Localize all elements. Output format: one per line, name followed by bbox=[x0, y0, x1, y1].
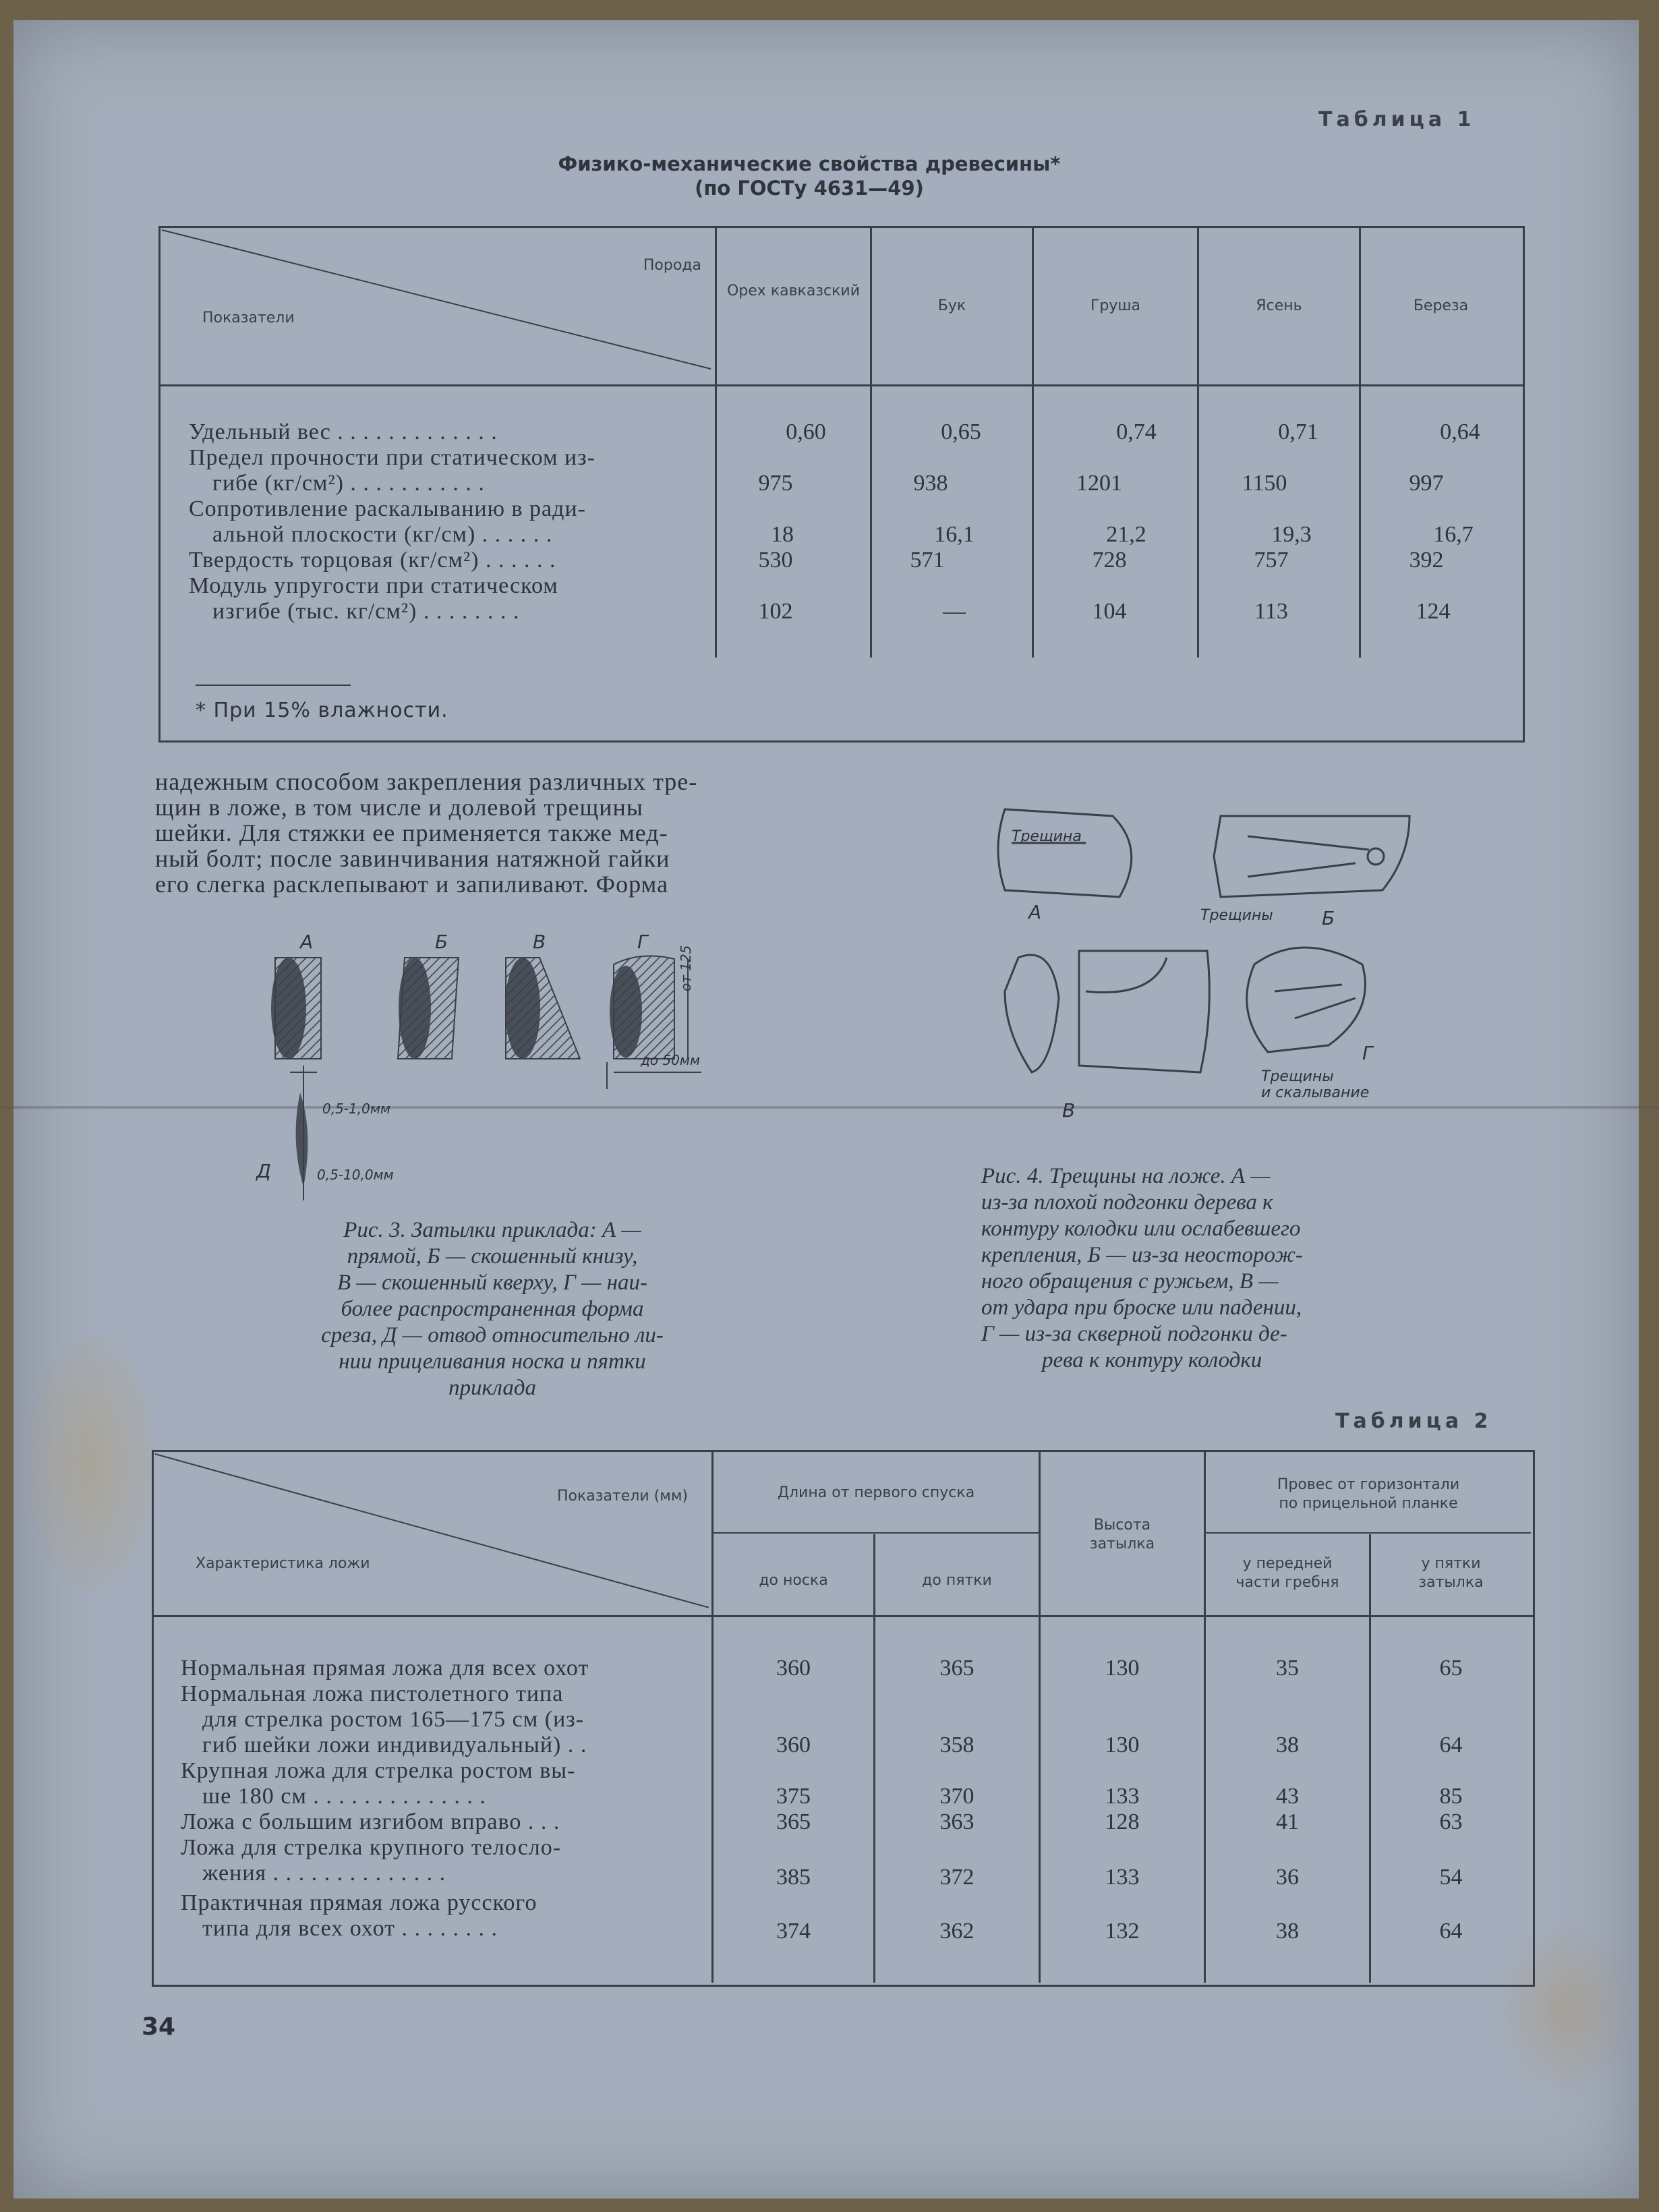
table2-header-rule bbox=[152, 1615, 1535, 1617]
table1-cell: 18 bbox=[771, 522, 794, 547]
table2-cell: 133 bbox=[1105, 1784, 1140, 1809]
table1-header-rule bbox=[158, 384, 1525, 386]
table1-cell: 0,60 bbox=[786, 419, 826, 444]
caption-line: прямой, Б — скошенный книзу, bbox=[347, 1244, 638, 1269]
table2-cell: 362 bbox=[939, 1919, 974, 1944]
header-line: затылка bbox=[1418, 1574, 1484, 1591]
header-line: затылка bbox=[1089, 1536, 1155, 1552]
table2-corner-top: Показатели (мм) bbox=[556, 1488, 688, 1505]
table2-sub-header bbox=[1371, 1554, 1531, 1592]
table1-col-header: Бук bbox=[937, 297, 966, 314]
table2-group-rule bbox=[711, 1532, 1039, 1534]
paragraph-line: ный болт; после завинчивания натяжной гайки bbox=[155, 845, 670, 872]
table2-cell: 360 bbox=[776, 1656, 811, 1681]
stock-crack-a bbox=[998, 809, 1132, 897]
caption-line: среза, Д — отвод относительно ли- bbox=[321, 1323, 664, 1347]
table2-col-divider bbox=[711, 1450, 714, 1983]
header-line: у пятки bbox=[1421, 1555, 1481, 1572]
table2-cell: 370 bbox=[939, 1784, 974, 1809]
table2-cell: 63 bbox=[1439, 1809, 1463, 1834]
table1-row-label: Модуль упругости при статическом bbox=[189, 573, 558, 598]
table1-cell: 392 bbox=[1409, 548, 1444, 573]
table2-cell: 374 bbox=[776, 1919, 811, 1944]
table1-cell: 0,65 bbox=[941, 419, 981, 444]
paragraph-line: шейки. Для стяжки ее применяется также мед- bbox=[155, 819, 668, 846]
fig3-dim-bottom: 0,5-10,0мм bbox=[317, 1167, 394, 1183]
footnote-rule bbox=[196, 685, 351, 686]
fig3-caption bbox=[276, 1217, 708, 1401]
header-line: Провес от горизонтали bbox=[1277, 1476, 1460, 1493]
table1-cell: 938 bbox=[913, 471, 948, 496]
table2-cell: 385 bbox=[776, 1865, 811, 1890]
table1-row-label: альной плоскости (кг/см) . . . . . . bbox=[212, 522, 553, 547]
table2-row-label: Нормальная прямая ложа для всех охот bbox=[181, 1656, 589, 1681]
caption-line: приклада bbox=[448, 1376, 537, 1400]
label-line: и скалывание bbox=[1261, 1084, 1370, 1101]
table2-cell: 64 bbox=[1439, 1733, 1463, 1757]
table1-col-divider bbox=[1032, 226, 1034, 658]
table2-sub-header: до пятки bbox=[922, 1572, 992, 1589]
fig4-cracked-stocks bbox=[978, 796, 1450, 1133]
table2-row-label: гиб шейки ложи индивидуальный) . . bbox=[202, 1733, 587, 1757]
table2-cell: 35 bbox=[1276, 1656, 1299, 1681]
paragraph-line: надежным способом закрепления различных тре- bbox=[155, 768, 698, 795]
table2-cell: 365 bbox=[939, 1656, 974, 1681]
header-line: Высота bbox=[1093, 1517, 1151, 1534]
fig3-letter: А bbox=[300, 931, 314, 953]
label-line: Трещины bbox=[1261, 1068, 1334, 1085]
table2-sub-header bbox=[1206, 1554, 1369, 1592]
table1-corner-top: Порода bbox=[643, 257, 701, 274]
caption-line: из-за плохой подгонки дерева к bbox=[981, 1190, 1273, 1215]
paragraph-line: щин в ложе, в том числе и долевой трещины bbox=[155, 794, 643, 821]
table1-cell: 19,3 bbox=[1271, 522, 1312, 547]
table2-group2-header bbox=[1206, 1476, 1531, 1513]
table1-row-label: изгибе (тыс. кг/см²) . . . . . . . . bbox=[212, 599, 520, 624]
fig3-letter: В bbox=[533, 931, 546, 953]
table2-cell: 130 bbox=[1105, 1656, 1140, 1681]
table1-col-divider bbox=[1197, 226, 1199, 658]
butt-shape-straight bbox=[271, 958, 321, 1059]
table2-cell: 54 bbox=[1439, 1865, 1463, 1890]
table1-label: Таблица 1 bbox=[1318, 108, 1476, 132]
fig3-letter: Д bbox=[256, 1160, 271, 1182]
table1-cell: 0,71 bbox=[1278, 419, 1318, 444]
table2-col-divider bbox=[1369, 1534, 1371, 1983]
table1-cell: 1201 bbox=[1076, 471, 1122, 496]
table1-cell: 0,74 bbox=[1116, 419, 1157, 444]
caption-line: от удара при броске или падении, bbox=[981, 1296, 1302, 1320]
table1-col-header: Орех кавказский bbox=[726, 283, 860, 299]
table2-row-label: Ложа с большим изгибом вправо . . . bbox=[181, 1809, 560, 1834]
table2-cell: 360 bbox=[776, 1733, 811, 1757]
table1-title-line2: (по ГОСТу 4631—49) bbox=[695, 177, 924, 200]
table1-cell: — bbox=[943, 599, 966, 624]
caption-line: крепления, Б — из-за неосторож- bbox=[981, 1243, 1303, 1267]
table2-cell: 38 bbox=[1276, 1919, 1299, 1944]
table2-col-divider bbox=[1204, 1450, 1206, 1983]
header-line: у передней bbox=[1242, 1555, 1333, 1572]
table2-corner-bottom: Характеристика ложи bbox=[196, 1555, 370, 1572]
caption-line: более распространенная форма bbox=[341, 1297, 644, 1321]
table2-group1-header: Длина от первого спуска bbox=[777, 1484, 975, 1501]
table1-row-label: гибе (кг/см²) . . . . . . . . . . . bbox=[212, 471, 485, 496]
table1-cell: 1150 bbox=[1242, 471, 1287, 496]
table2-cell: 128 bbox=[1105, 1809, 1140, 1834]
table1-cell: 571 bbox=[910, 548, 945, 573]
table2-row-label: Практичная прямая ложа русского bbox=[181, 1890, 537, 1915]
fig4-label-crack: Трещина bbox=[1012, 828, 1082, 845]
table2-cell: 41 bbox=[1276, 1809, 1299, 1834]
table1-cell: 997 bbox=[1409, 471, 1444, 496]
caption-line: Рис. 3. Затылки приклада: А — bbox=[343, 1218, 641, 1242]
water-stain bbox=[27, 1335, 155, 1592]
table2-label: Таблица 2 bbox=[1335, 1409, 1492, 1433]
butt-shape-beveled-up bbox=[505, 958, 580, 1059]
caption-line: рева к контуру колодки bbox=[1042, 1348, 1262, 1372]
fig4-letter: А bbox=[1028, 901, 1042, 923]
caption-line: контуру колодки или ослабевшего bbox=[981, 1217, 1301, 1241]
caption-line: нии прицеливания носка и пятки bbox=[339, 1349, 646, 1374]
table2-row-label: Ложа для стрелка крупного телосло- bbox=[181, 1835, 562, 1860]
table2-cell: 36 bbox=[1276, 1865, 1299, 1890]
table1-col-header: Груша bbox=[1090, 297, 1140, 314]
stock-crack-b bbox=[1214, 816, 1409, 897]
table2-row-label: ше 180 см . . . . . . . . . . . . . . bbox=[202, 1784, 486, 1809]
table1-row-label: Предел прочности при статическом из- bbox=[189, 445, 595, 470]
table1-footnote: * При 15% влажности. bbox=[196, 699, 448, 722]
paragraph-line: его слегка расклепывают и запиливают. Форма bbox=[155, 871, 669, 898]
table2-sub-header: до носка bbox=[759, 1572, 828, 1589]
butt-shape-beveled-down bbox=[398, 958, 459, 1059]
table1-cell: 530 bbox=[758, 548, 793, 573]
fig4-letter: В bbox=[1062, 1099, 1076, 1122]
table2-group-rule bbox=[1204, 1532, 1531, 1534]
fig4-caption bbox=[981, 1163, 1426, 1374]
table2-cell: 132 bbox=[1105, 1919, 1140, 1944]
table1-cell: 113 bbox=[1254, 599, 1288, 624]
table2-height-header bbox=[1041, 1516, 1204, 1554]
table1-cell: 0,64 bbox=[1440, 419, 1480, 444]
caption-line: Г — из-за скверной подгонки де- bbox=[981, 1322, 1287, 1346]
table2-cell: 64 bbox=[1439, 1919, 1463, 1944]
body-paragraph bbox=[155, 769, 823, 897]
caption-line: В — скошенный кверху, Г — наи- bbox=[337, 1271, 648, 1295]
fig4-letter: Б bbox=[1322, 907, 1335, 929]
header-line: по прицельной планке bbox=[1279, 1495, 1458, 1512]
table1-col-divider bbox=[870, 226, 872, 658]
table1-col-divider bbox=[1359, 226, 1361, 658]
fig3-dim-height: от 125 bbox=[678, 945, 694, 991]
table1-cell: 757 bbox=[1254, 548, 1289, 573]
caption-line: ного обращения с ружьем, В — bbox=[981, 1269, 1279, 1293]
table2-cell: 133 bbox=[1105, 1865, 1140, 1890]
table2-row-label: для стрелка ростом 165—175 см (из- bbox=[202, 1707, 585, 1732]
table2-cell: 38 bbox=[1276, 1733, 1299, 1757]
table1-col-header: Ясень bbox=[1256, 297, 1302, 314]
fig3-letter: Г bbox=[637, 931, 648, 953]
table2-row-label: Нормальная ложа пистолетного типа bbox=[181, 1681, 564, 1706]
table1-cell: 16,7 bbox=[1433, 522, 1474, 547]
table1-col-header: Береза bbox=[1413, 297, 1469, 314]
table1-cell: 975 bbox=[758, 471, 793, 496]
table1-cell: 21,2 bbox=[1106, 522, 1146, 547]
table2-cell: 130 bbox=[1105, 1733, 1140, 1757]
page-number: 34 bbox=[142, 2013, 176, 2041]
fig3-dim-width: до 50мм bbox=[641, 1052, 701, 1068]
table1-cell: 104 bbox=[1092, 599, 1127, 624]
fig3-letter: Б bbox=[435, 931, 448, 953]
table2-cell: 375 bbox=[776, 1784, 811, 1809]
table1-title-line1: Физико-механические свойства древесины* bbox=[558, 152, 1061, 175]
fig4-label-cracks: Трещины bbox=[1200, 907, 1273, 924]
stock-crack-g bbox=[1247, 948, 1366, 1052]
table2-row-label: типа для всех охот . . . . . . . . bbox=[202, 1916, 498, 1941]
table2-cell: 372 bbox=[939, 1865, 974, 1890]
table2-row-label: жения . . . . . . . . . . . . . . bbox=[202, 1861, 446, 1886]
table1-corner-bottom: Показатели bbox=[202, 310, 295, 326]
table2-cell: 43 bbox=[1276, 1784, 1299, 1809]
table2-cell: 65 bbox=[1439, 1656, 1463, 1681]
table1-title bbox=[472, 152, 1146, 200]
table1-cell: 728 bbox=[1092, 548, 1127, 573]
table1-row-label: Сопротивление раскалыванию в ради- bbox=[189, 496, 586, 521]
table1-row-label: Твердость торцовая (кг/см²) . . . . . . bbox=[189, 548, 556, 573]
table1-row-label: Удельный вес . . . . . . . . . . . . . bbox=[189, 419, 498, 444]
header-line: части гребня bbox=[1235, 1574, 1339, 1591]
caption-line: Рис. 4. Трещины на ложе. А — bbox=[981, 1164, 1271, 1188]
fig4-letter: Г bbox=[1362, 1042, 1373, 1064]
fig4-label-cracks-chipping bbox=[1261, 1069, 1369, 1101]
table2-row-label: Крупная ложа для стрелка ростом вы- bbox=[181, 1758, 576, 1783]
fig3-dim-top: 0,5-1,0мм bbox=[322, 1101, 391, 1117]
table2-col-divider bbox=[873, 1534, 875, 1983]
table2-cell: 365 bbox=[776, 1809, 811, 1834]
table1-cell: 102 bbox=[758, 599, 793, 624]
table2-cell: 358 bbox=[939, 1733, 974, 1757]
stock-crack-v bbox=[1005, 951, 1209, 1072]
table2-cell: 85 bbox=[1439, 1784, 1463, 1809]
table2-cell: 363 bbox=[939, 1809, 974, 1834]
table1-cell: 16,1 bbox=[934, 522, 974, 547]
table1-cell: 124 bbox=[1416, 599, 1451, 624]
